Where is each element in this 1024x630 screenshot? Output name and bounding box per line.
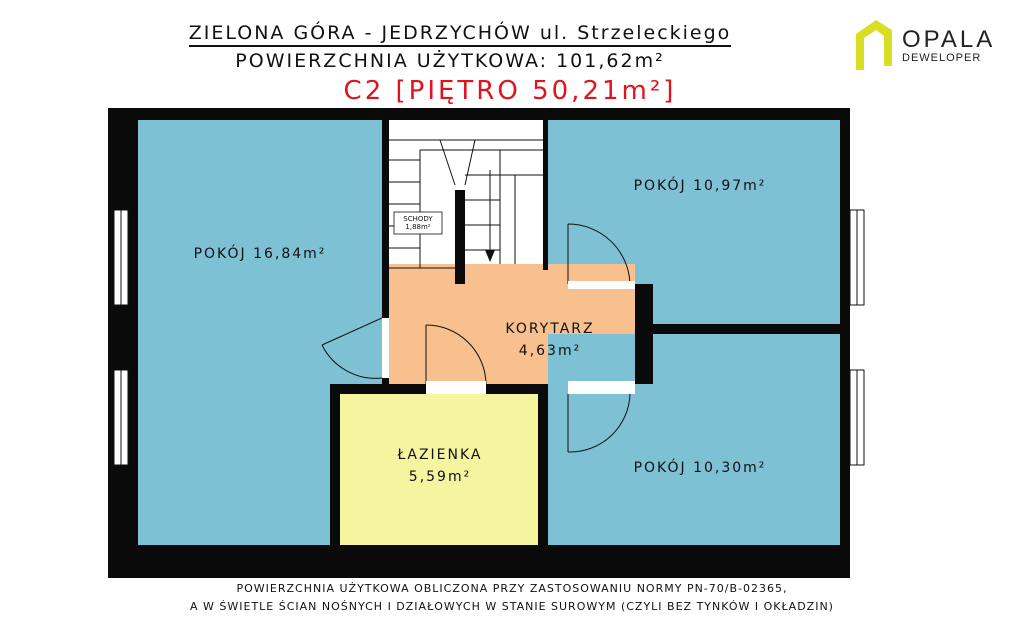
room-label-pokoj-2: POKÓJ 10,97m² — [633, 178, 767, 194]
project-title: ZIELONA GÓRA - JEDRZYCHÓW ul. Strzeleckiego — [100, 22, 820, 44]
logo-name: OPALA — [902, 26, 996, 53]
room-label-schody: SCHODY 1,88m² — [403, 215, 433, 231]
footer-note-line1: POWIERZCHNIA UŻYTKOWA OBLICZONA PRZY ZASTOSOWANIU NORMY PN-70/B-02365, — [236, 582, 788, 595]
logo-subtitle: DEWELOPER — [902, 52, 982, 64]
footer-note-line2: A W ŚWIETLE ŚCIAN NOŚNYCH I DZIAŁOWYCH W STANIE SUROWYM (CZYLI BEZ TYNKÓW I OKŁADZIN) — [190, 600, 834, 613]
room-label-pokoj-1: POKÓJ 16,84m² — [193, 246, 327, 262]
wall-stairs-right — [543, 120, 548, 270]
wall-stair-core — [455, 190, 465, 284]
room-label-pokoj-3: POKÓJ 10,30m² — [633, 460, 767, 476]
total-area: POWIERZCHNIA UŻYTKOWA: 101,62m² — [235, 50, 665, 72]
wall-rooms-divider — [653, 324, 840, 334]
room-label-lazienka: ŁAZIENKA 5,59m² — [397, 447, 483, 485]
wall-bath-right — [538, 384, 548, 545]
wall-bath-left — [330, 384, 340, 545]
room-stairs — [389, 120, 543, 284]
floor-title: C2 [PIĘTRO 50,21m²] — [343, 76, 677, 106]
room-label-korytarz: KORYTARZ 4,63m² — [505, 321, 595, 359]
room-pokoj-3 — [548, 334, 840, 545]
wall-stairs-left — [382, 120, 389, 284]
